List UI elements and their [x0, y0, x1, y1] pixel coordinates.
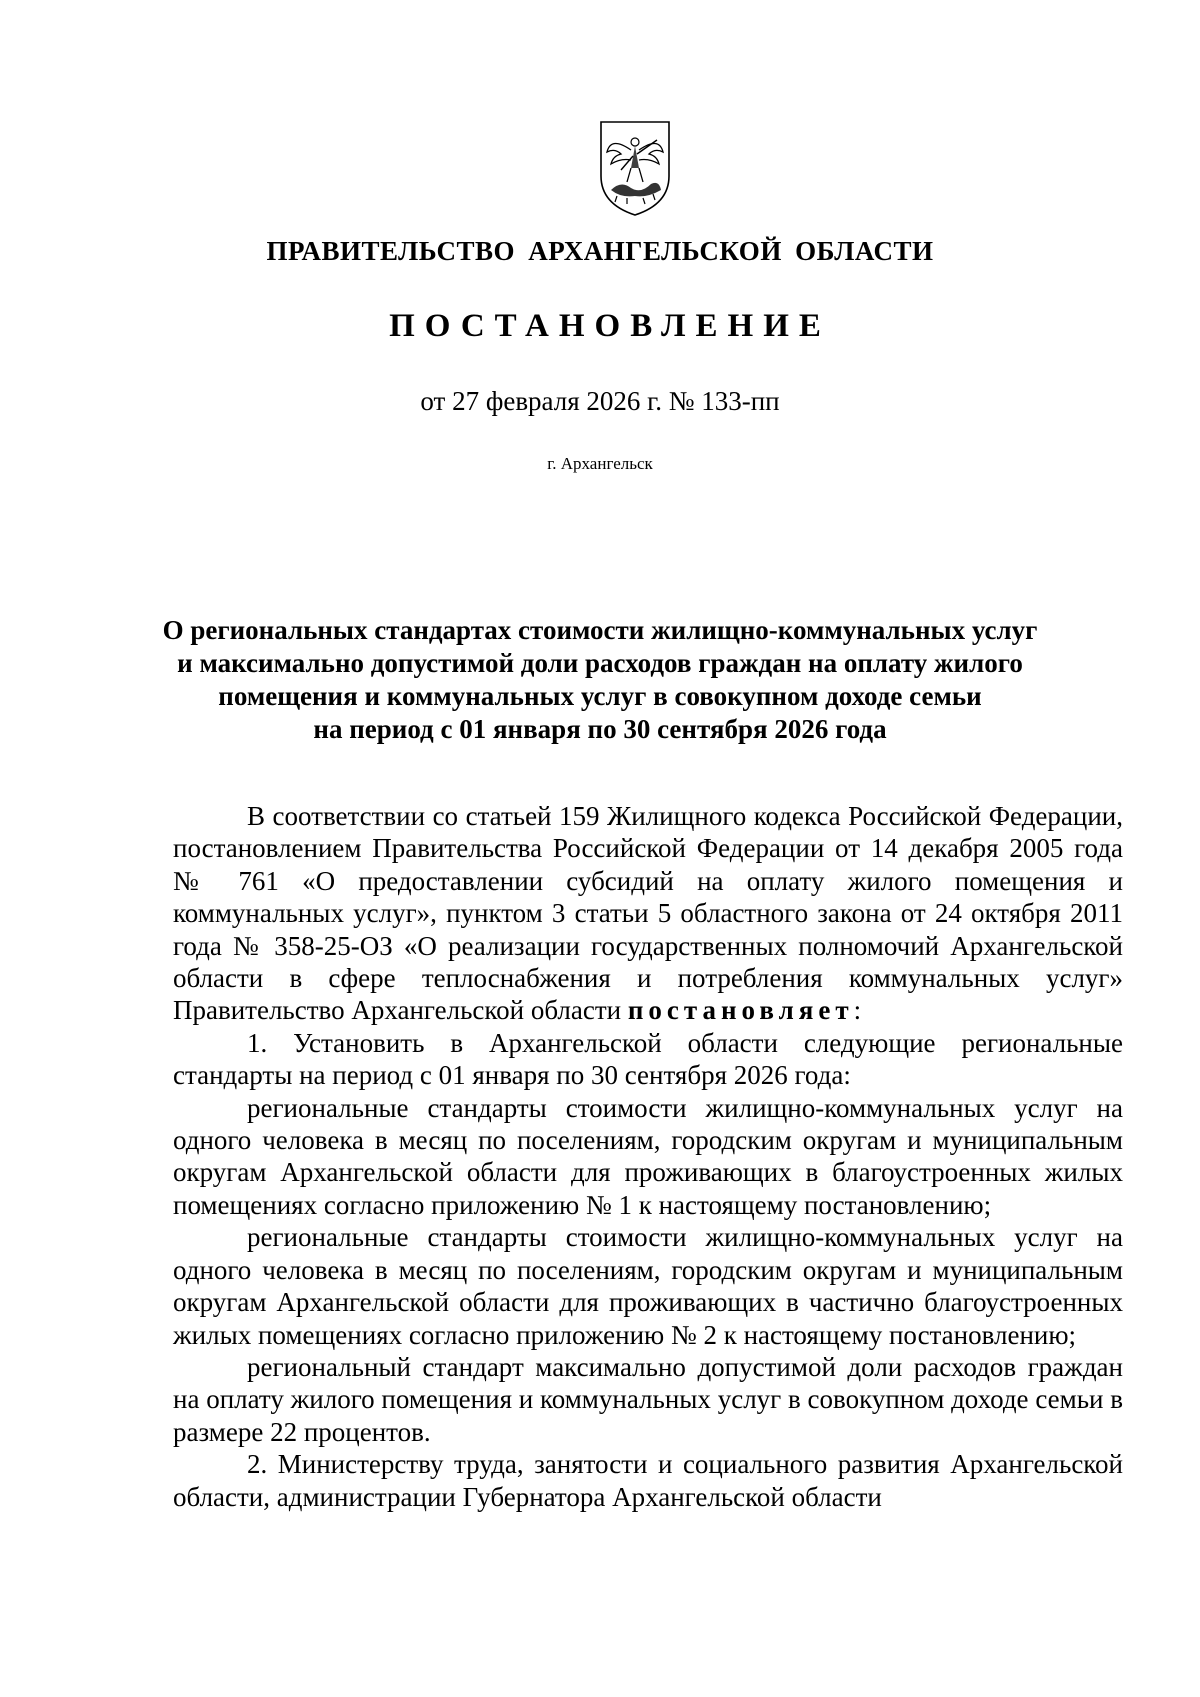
title-line: помещения и коммунальных услуг в совокупном доходе семьи: [218, 681, 982, 711]
item-1-paragraph: 1. Установить в Архангельской области следующие региональные стандарты на период с 01 января по 30 сентября 2026 года:: [173, 1027, 1123, 1091]
coat-of-arms-icon: [597, 118, 673, 218]
preamble-paragraph: [173, 800, 1123, 1027]
resolves-suffix: :: [853, 995, 862, 1026]
item-1-subitem-b: региональные стандарты стоимости жилищно-коммунальных услуг на одного человека в месяц по поселениям, городским округам и муниципальным округам Архангельской области для проживающих в частично благоустроенных жилых помещениях согласно приложению № 2 к настоящему постановлению;: [173, 1222, 1123, 1350]
document-type: ПОСТАНОВЛЕНИЕ: [389, 308, 831, 344]
title-line: О региональных стандартах стоимости жилищно-коммунальных услуг: [162, 615, 1038, 645]
item-1-subitem-c: региональный стандарт максимально допустимой доли расходов граждан на оплату жилого помещения и коммунальных услуг в совокупном доходе семьи в размере 22 процентов.: [173, 1351, 1123, 1447]
document-city: г. Архангельск: [547, 454, 653, 473]
item-2-paragraph: 2. Министерству труда, занятости и социального развития Архангельской области, администрации Губернатора Архангельской области: [173, 1449, 1123, 1512]
document-body: [173, 800, 1123, 1513]
document-date-number: от 27 февраля 2026 г. № 133-пп: [420, 386, 780, 416]
resolves-keyword: постановляет: [627, 995, 854, 1026]
government-name: ПРАВИТЕЛЬСТВО АРХАНГЕЛЬСКОЙ ОБЛАСТИ: [266, 236, 934, 266]
title-line: и максимально допустимой доли расходов граждан на оплату жилого: [177, 648, 1023, 678]
item-1-subitem-a: региональные стандарты стоимости жилищно-коммунальных услуг на одного человека в месяц по поселениям, городским округам и муниципальным округам Архангельской области для проживающих в благоустроенных жилых помещениях согласно приложению № 1 к настоящему постановлению;: [173, 1092, 1123, 1220]
preamble-text: В соответствии со статьей 159 Жилищного кодекса Российской Федерации, постановлением Правительства Российской Федерации от 14 декабря 2005 года № 761 «О предоставлении субсидий на оплату жилого помещения и коммунальных услуг», пунктом 3 статьи 5 областного закона от 24 октября 2011 года № 358-25-ОЗ «О реализации государственных полномочий Архангельской области в сфере теплоснабжения и потребления коммунальных услуг» Правительство Архангельской области: [173, 801, 1123, 1026]
title-line: на период с 01 января по 30 сентября 2026 года: [313, 714, 887, 744]
document-title: [0, 614, 1200, 746]
